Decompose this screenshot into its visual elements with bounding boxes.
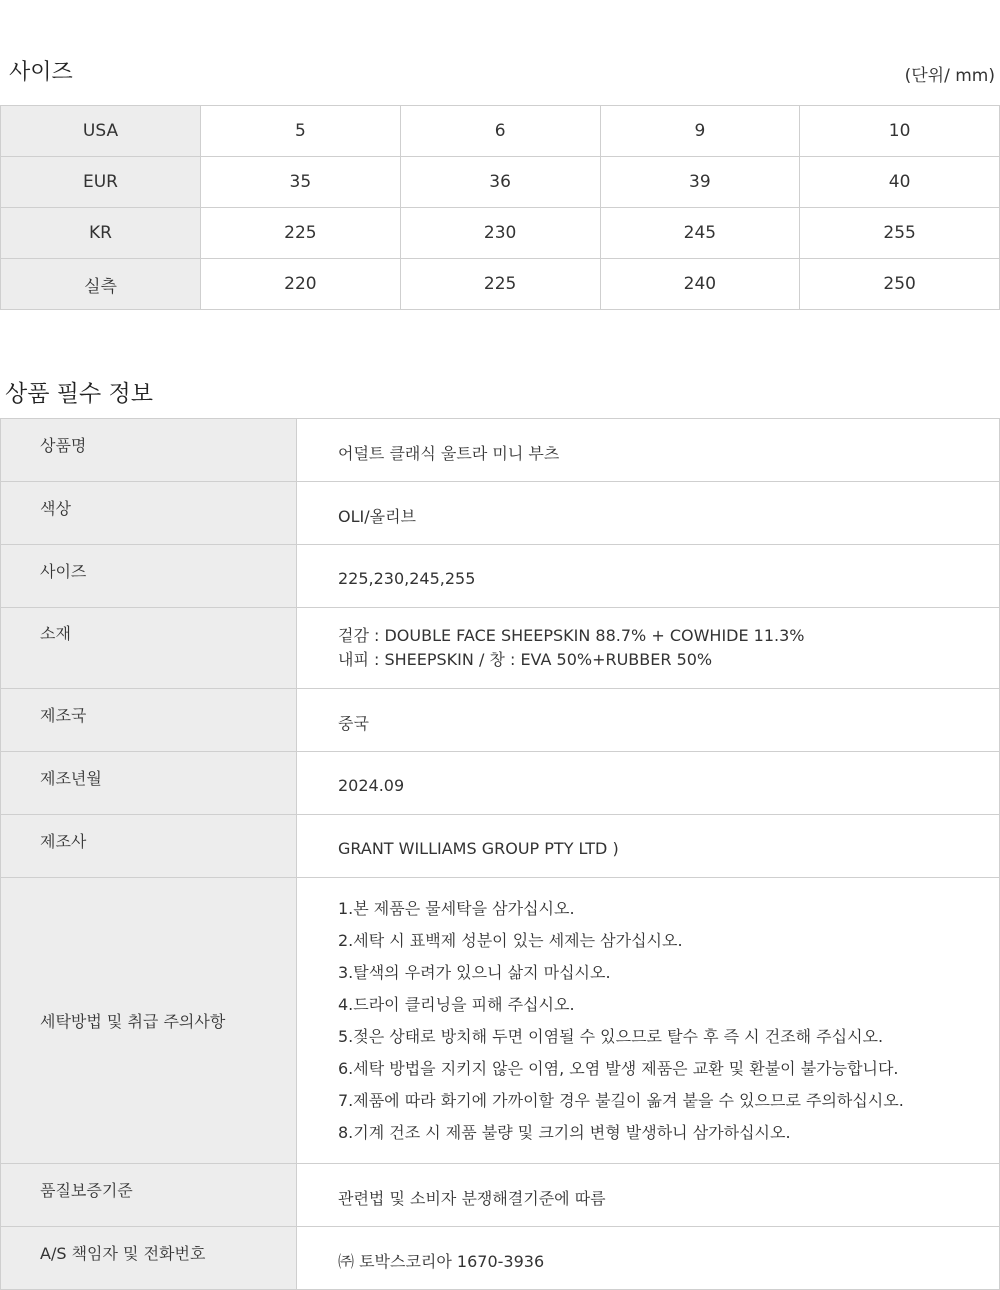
size-cell: 6 — [400, 106, 600, 157]
size-cell: 240 — [600, 259, 800, 310]
size-cell: 250 — [800, 259, 1000, 310]
info-label: 품질보증기준 — [1, 1164, 297, 1227]
size-row-eur — [1, 157, 1000, 208]
size-cell: 5 — [201, 106, 401, 157]
size-cell: 230 — [400, 208, 600, 259]
size-section-title: 사이즈 — [9, 60, 73, 85]
size-cell: 40 — [800, 157, 1000, 208]
info-label: 제조사 — [1, 815, 297, 878]
info-value: 관련법 및 소비자 분쟁해결기준에 따름 — [297, 1164, 1000, 1227]
info-label: 제조년월 — [1, 752, 297, 815]
size-cell: 255 — [800, 208, 1000, 259]
list-item: 1.본 제품은 물세탁을 삼가십시오. — [338, 898, 575, 918]
info-value: 225,230,245,255 — [297, 545, 1000, 608]
size-unit-label: (단위/ mm) — [904, 66, 995, 86]
size-cell: 39 — [600, 157, 800, 208]
size-row-label: KR — [1, 208, 201, 259]
size-row-label: 실측 — [1, 259, 201, 310]
list-item: 4.드라이 클리닝을 피해 주십시오. — [338, 994, 575, 1014]
info-row-washing — [1, 878, 1000, 1164]
info-label: 상품명 — [1, 419, 297, 482]
info-row-maker — [1, 815, 1000, 878]
info-row-as-contact — [1, 1227, 1000, 1290]
size-table — [0, 105, 1000, 310]
info-label: A/S 책임자 및 전화번호 — [1, 1227, 297, 1290]
info-label: 제조국 — [1, 689, 297, 752]
list-item: 7.제품에 따라 화기에 가까이할 경우 불길이 옮겨 붙을 수 있으므로 주의하십시오. — [338, 1090, 904, 1110]
size-cell: 225 — [400, 259, 600, 310]
material-outer-line: 겉감 : DOUBLE FACE SHEEPSKIN 88.7% + COWHIDE 11.3% — [338, 626, 805, 645]
info-label: 사이즈 — [1, 545, 297, 608]
info-section-title: 상품 필수 정보 — [5, 381, 153, 407]
info-value: 2024.09 — [297, 752, 1000, 815]
size-row-kr — [1, 208, 1000, 259]
list-item: 5.젖은 상태로 방치해 두면 이염될 수 있으므로 탈수 후 즉 시 건조해 주십시오. — [338, 1026, 884, 1046]
size-row-usa — [1, 106, 1000, 157]
info-value: 어덜트 클래식 울트라 미니 부츠 — [297, 419, 1000, 482]
info-label: 색상 — [1, 482, 297, 545]
info-value: ㈜ 토박스코리아 1670-3936 — [297, 1227, 1000, 1290]
info-row-quality — [1, 1164, 1000, 1227]
info-row-material — [1, 608, 1000, 689]
info-row-date — [1, 752, 1000, 815]
info-row-color — [1, 482, 1000, 545]
size-cell: 9 — [600, 106, 800, 157]
washing-instructions-list — [338, 893, 999, 1149]
size-cell: 10 — [800, 106, 1000, 157]
info-value-material — [297, 608, 1000, 689]
info-value: GRANT WILLIAMS GROUP PTY LTD ) — [297, 815, 1000, 878]
info-value: OLI/올리브 — [297, 482, 1000, 545]
size-row-label: EUR — [1, 157, 201, 208]
size-cell: 245 — [600, 208, 800, 259]
info-row-size — [1, 545, 1000, 608]
info-label: 소재 — [1, 608, 297, 689]
size-row-label: USA — [1, 106, 201, 157]
info-row-country — [1, 689, 1000, 752]
info-value: 중국 — [297, 689, 1000, 752]
list-item: 3.탈색의 우려가 있으니 삶지 마십시오. — [338, 962, 611, 982]
info-label: 세탁방법 및 취급 주의사항 — [1, 878, 297, 1164]
list-item: 8.기계 건조 시 제품 불량 및 크기의 변형 발생하니 삼가하십시오. — [338, 1122, 791, 1142]
list-item: 6.세탁 방법을 지키지 않은 이염, 오염 발생 제품은 교환 및 환불이 불가능합니다. — [338, 1058, 899, 1078]
size-row-actual — [1, 259, 1000, 310]
list-item: 2.세탁 시 표백제 성분이 있는 세제는 삼가십시오. — [338, 930, 683, 950]
size-cell: 36 — [400, 157, 600, 208]
size-cell: 220 — [201, 259, 401, 310]
material-inner-line: 내피 : SHEEPSKIN / 창 : EVA 50%+RUBBER 50% — [338, 650, 713, 669]
size-cell: 35 — [201, 157, 401, 208]
info-value-washing — [297, 878, 1000, 1164]
info-row-product-name — [1, 419, 1000, 482]
size-cell: 225 — [201, 208, 401, 259]
product-info-table — [0, 418, 1000, 1290]
